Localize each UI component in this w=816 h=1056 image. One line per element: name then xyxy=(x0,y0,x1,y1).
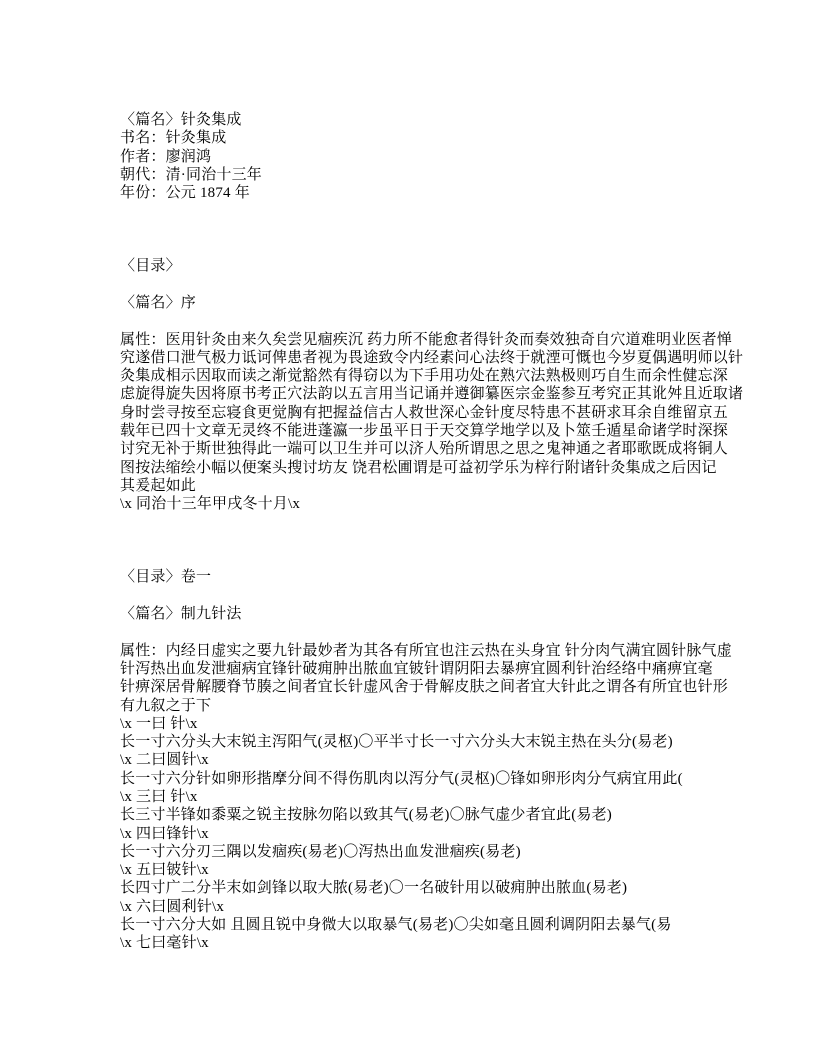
blank-line xyxy=(120,514,745,532)
preface-body-line: 身时尝寻按至忘寝食更觉胸有把握益信古人救世深心金针度尽特患不甚研求耳余自维留京五 xyxy=(120,404,729,421)
preface-body-line: 虑旋得旋失因将原书考正穴法韵以五言用当记诵并遵御纂医宗金鉴参互考究正其讹舛且近取诸 xyxy=(120,386,744,403)
chapter-body-line: 属性：内经日虚实之要九针最妙者为其各有所宜也注云热在头身宜 针分肉气满宜圆针脉气虚 xyxy=(120,642,732,659)
preface-body-line: 究遂借口泄气极力诋诃俾患者视为畏途致令内经素问心法终于就湮可慨也今岁夏偶遇明师以针 xyxy=(120,349,744,366)
section-chapter-body xyxy=(120,642,745,953)
section-preface-heading xyxy=(120,294,745,331)
chapter-body-line: 长三寸半锋如黍粟之锐主按脉勿陷以致其气(易老)〇脉气虚少者宜此(易老) xyxy=(120,807,612,824)
chapter-body-line: \x 七曰毫针\x xyxy=(120,935,209,952)
blank-line xyxy=(120,550,745,568)
chapter-body-line: \x 四曰锋针\x xyxy=(120,825,209,842)
preface-body-line: 讨究无补于斯世独得此一端可以卫生并可以济人殆所谓思之思之鬼神通之者耶歌既成将铜人 xyxy=(120,441,729,458)
preface-body-line: 其爰起如此 xyxy=(120,477,197,494)
blank-line xyxy=(120,587,745,605)
book-meta-line: 书名：针灸集成 xyxy=(120,130,227,147)
preface-body-line: 载年已四十文章无灵终不能进蓬瀛一步虽平日于天交算学地学以及卜筮壬遁星命诸学时深探 xyxy=(120,423,729,440)
preface-body-line: 属性：医用针灸由来久矣尝见痼疾沉 药力所不能愈者得针灸而奏效独奇自穴道难明业医者惮 xyxy=(120,331,732,348)
toc-heading-line: 〈目录〉 xyxy=(120,258,181,275)
section-chapter-heading xyxy=(120,605,745,642)
chapter-body-line: 有九叙之于下 xyxy=(120,697,212,714)
chapter-body-line: 长一寸六分刃三隅以发痼疾(易老)〇泻热出血发泄痼疾(易老) xyxy=(120,843,521,860)
chapter-body-line: \x 二曰圆针\x xyxy=(120,752,209,769)
preface-body-line: 灸集成相示因取而读之渐觉豁然有得窃以为下手用功处在熟穴法熟极则巧自生而余性健忘深 xyxy=(120,368,729,385)
chapter-heading-line: 〈篇名〉制九针法 xyxy=(120,606,242,623)
chapter-body-line: 针泻热出血发泄痼病宜锋针破痈肿出脓血宜铍针谓阴阳去暴痹宜圆利针治经络中痛痹宜毫 xyxy=(120,660,713,677)
book-meta-line: 〈篇名〉针灸集成 xyxy=(120,112,242,128)
preface-heading-line: 〈篇名〉序 xyxy=(120,294,197,311)
blank-line xyxy=(120,623,745,641)
vol1-toc-heading-line: 〈目录〉卷一 xyxy=(120,569,212,586)
chapter-body-line: 针痹深居骨解腰脊节腠之间者宜长针虚风舍于骨解皮肤之间者宜大针此之谓各有所宜也针形 xyxy=(120,679,729,696)
chapter-body-line: 长四寸广二分半末如剑锋以取大脓(易老)〇一名破针用以破痈肿出脓血(易老) xyxy=(120,880,628,897)
section-preface-body xyxy=(120,331,745,569)
chapter-body-line: 长一寸六分针如卵形揩摩分间不得伤肌肉以泻分气(灵枢)〇锋如卵形肉分气病宜用此( xyxy=(120,770,683,787)
preface-body-line: 图按法缩绘小幅以便案头搜讨坊友 饶君松圃谓是可益初学乐为梓行附诸针灸集成之后因记 xyxy=(120,459,717,476)
book-meta-line: 作者：廖润鸿 xyxy=(120,148,212,165)
preface-body-line: \x 同治十三年甲戌冬十月\x xyxy=(120,496,301,513)
blank-line xyxy=(120,221,745,239)
section-book-meta xyxy=(120,111,745,257)
document-content xyxy=(120,111,745,953)
blank-line xyxy=(120,202,745,220)
chapter-body-line: \x 五曰铍针\x xyxy=(120,862,209,879)
chapter-body-line: \x 一曰 针\x xyxy=(120,715,198,732)
book-meta-line: 朝代：清·同治十三年 xyxy=(120,166,262,183)
chapter-body-line: 长一寸六分头大末锐主泻阳气(灵枢)〇平半寸长一寸六分头大末锐主热在头分(易老) xyxy=(120,734,673,751)
section-vol1-toc-heading xyxy=(120,568,745,605)
blank-line xyxy=(120,532,745,550)
blank-line xyxy=(120,312,745,330)
blank-line xyxy=(120,276,745,294)
chapter-body-line: \x 三曰 针\x xyxy=(120,788,198,805)
chapter-body-line: \x 六曰圆利针\x xyxy=(120,898,225,915)
blank-line xyxy=(120,239,745,257)
chapter-body-line: 长一寸六分大如 且圆且锐中身微大以取暴气(易老)〇尖如毫且圆利调阴阳去暴气(易 xyxy=(120,917,672,934)
book-meta-line: 年份：公元 1874 年 xyxy=(120,185,250,202)
section-toc-heading xyxy=(120,257,745,294)
